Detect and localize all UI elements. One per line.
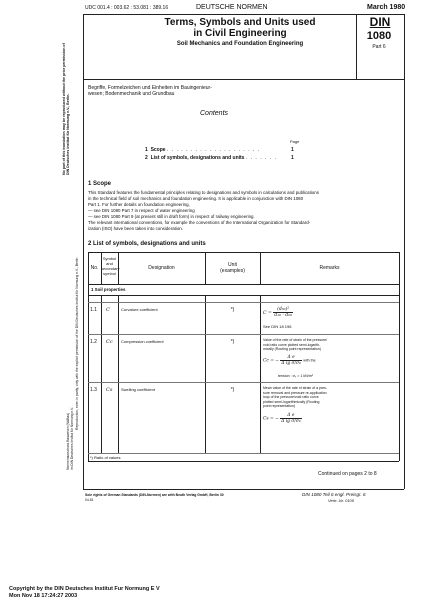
din-mark — [362, 16, 398, 28]
row-1-3-formula — [263, 413, 302, 424]
row-1-3-symbol: Cs — [106, 387, 113, 393]
scope-heading: 1 Scope — [88, 181, 112, 187]
scope-line: ization (ISO) have been taken into consideration. — [88, 226, 183, 231]
scope-line: — see DIN 1080 Part 7 in respect of water engineering — [88, 208, 195, 213]
row-1-1-designation: Curvature coefficient — [121, 307, 158, 312]
formula-tail: with the — [303, 358, 316, 363]
contents-item-1: 1 Scope . . . . . . . . . . . . . . . . . . . . 1 — [145, 147, 294, 153]
row-rule — [88, 302, 399, 303]
german-title-line-2: wesen; Bodenmechanik und Grundbau — [88, 91, 175, 97]
header-designation: Designation — [148, 265, 175, 271]
formula-denominator: d₁₀ · d₆₀ — [274, 313, 292, 318]
udc-code: UDC 001.4 : 003.62 : 53.081 : 389.16 — [85, 5, 169, 11]
row-1-2-remark — [263, 338, 327, 352]
document-title — [140, 17, 340, 39]
side-committee-l1: Normenausschuss Bauwesen (NABau) — [66, 412, 70, 470]
deutsche-normen-label: DEUTSCHE NORMEN — [196, 4, 268, 11]
formula-lhs: Cs = − — [263, 416, 279, 422]
formula-numerator: Δ e — [280, 355, 301, 361]
table-col-rule — [399, 252, 400, 461]
scope-line: in the technical field of soil mechanics and foundation engineering. It is applicable in conjunction with DIN 1080 — [88, 196, 304, 201]
footer-rule — [83, 489, 404, 490]
remark-line: mically (Routing point representation) — [263, 347, 321, 351]
side-committee — [66, 407, 74, 470]
table-col-rule — [205, 295, 206, 453]
remark-line: Mean value of the rate of strain of a pres- — [263, 386, 328, 390]
table-col-rule — [260, 295, 261, 453]
right-frame-rule — [404, 14, 405, 489]
formula-lhs: Cc = − — [263, 358, 279, 364]
row-rule — [88, 453, 399, 454]
remark-line: void ratio curve plotted semi-logarith- — [263, 342, 321, 347]
row-1-2-no: 1.2 — [90, 339, 97, 345]
formula-numerator: Δ e — [280, 413, 301, 419]
row-1-2-tension: tension : σ₀ = 1 kN/m² — [278, 374, 313, 378]
header-no: No. — [90, 265, 99, 271]
row-1-2-formula — [263, 355, 316, 366]
header-symbol-l4: symbol — [103, 271, 116, 276]
german-title-line-1: Begriffe, Formelzeichen und Einheiten im Bauingenieur- — [88, 85, 212, 91]
formula-fraction — [273, 307, 293, 318]
row-1-1-formula — [263, 307, 293, 318]
row-1-2-unit: *) — [230, 339, 235, 345]
remark-line: Value of the rate of strain of the pressure/ — [263, 338, 328, 342]
scope-line: The relevant international conventions, for example the conventions of the International Organization for Standard- — [88, 220, 311, 225]
copyright — [9, 586, 160, 599]
table-col-rule — [118, 295, 119, 453]
contents-heading: Contents — [200, 110, 229, 117]
row-rule — [88, 334, 399, 335]
row-1-1-symbol: C — [106, 307, 110, 313]
copyright-line-1: Copyright by the DIN Deutsches Institut Fur Normung E V — [9, 586, 160, 592]
header-symbol — [101, 256, 118, 276]
row-1-3-unit: *) — [230, 387, 235, 393]
formula-denominator: Δ lg σ/σ₀ — [281, 419, 301, 424]
contents-item-2-num: 2 — [145, 155, 148, 161]
contents-item-2: 2 List of symbols, designations and units . . . . . . . 1 — [145, 155, 294, 161]
bottom-ref-l1: DIN 1080 Teil 6 engl. Preisgr. 6 — [302, 492, 366, 497]
table-footnote: *) Ratio of values — [90, 455, 121, 460]
scope-line: — see DIN 1080 Part 9 (at present still in draft form) in respect of railway engineering. — [88, 214, 255, 219]
header-remarks: Remarks — [319, 265, 340, 271]
remark-line: loop of the pressure/void ratio curve — [263, 395, 319, 399]
german-title — [88, 85, 212, 97]
formula-fraction — [280, 413, 301, 424]
row-rule — [88, 382, 399, 383]
table-top-rule — [88, 252, 399, 253]
table-col-rule — [101, 295, 102, 453]
left-frame-rule — [83, 14, 84, 489]
scope-body — [88, 190, 319, 232]
row-1-3-designation: Swelling coefficient — [121, 387, 155, 392]
table-col-rule — [88, 252, 89, 461]
row-1-3-remark — [263, 386, 327, 409]
scope-line: Part 1. For further details on foundation engineering, — [88, 202, 190, 207]
formula-numerator: (d₃₀)² — [273, 307, 293, 313]
header-symbol-l3: secondary — [101, 266, 120, 271]
section-soil-properties: 1 Soil properties — [91, 287, 126, 292]
row-1-2-symbol: Cc — [106, 339, 113, 345]
continued-note: Continued on pages 2 to 8 — [318, 471, 377, 477]
bottom-rights — [85, 493, 224, 502]
contents-page-label: Page — [290, 139, 300, 144]
contents-item-1-page: 1 — [291, 147, 294, 153]
formula-lhs: C = — [263, 311, 272, 316]
bottom-rights-l2: 04.81 — [85, 497, 94, 502]
header-symbol-l2: and — [106, 261, 113, 266]
din-part: Part 6 — [372, 44, 386, 50]
din-number: 1080 — [366, 30, 392, 42]
side-notice-l2: DIN Deutsches Institut für Normung e.V., Berlin. — [66, 93, 70, 175]
bottom-ref-l2: Vertr.-Nr. 0105 — [328, 498, 355, 503]
document-subtitle: Soil Mechanics and Foundation Engineering — [176, 41, 304, 47]
row-1-3-no: 1.3 — [90, 387, 97, 393]
remark-line: point representation) — [263, 404, 296, 408]
contents-item-1-label: Scope — [150, 147, 166, 153]
row-1-1-no: 1.1 — [90, 307, 97, 313]
din-label: DIN — [369, 15, 391, 29]
side-committee-l2: im DIN Deutsches Institut für Normung e.V. — [70, 407, 74, 470]
row-1-2-designation: Compression coefficient — [121, 339, 164, 344]
table-section-rule — [88, 295, 399, 296]
formula-fraction — [280, 355, 301, 366]
remark-line: plotted semi-logarithmically (Routing — [263, 399, 320, 404]
title-block-rule — [83, 79, 404, 80]
bottom-ref — [302, 492, 366, 504]
row-1-1-unit: *) — [230, 307, 235, 313]
table-header-rule — [88, 284, 399, 285]
header-symbol-l1: Symbol — [102, 256, 117, 261]
contents-item-2-page: 1 — [291, 155, 294, 161]
copyright-line-2: Mon Nov 18 17:24:27 2003 — [9, 592, 78, 599]
table-bottom-rule — [88, 461, 399, 462]
din-box-rule — [356, 14, 357, 79]
title-line-1: Terms, Symbols and Units used — [164, 17, 316, 28]
row-1-1-note: See DIN 18 196 — [263, 324, 292, 329]
scope-line: This Standard features the fundamental principles relating to designations and symbols in calculations and publications — [88, 190, 319, 195]
side-notice-l1: No part of this translation may be reproduced without the prior permission of — [62, 43, 66, 175]
issue-date: March 1980 — [367, 4, 406, 11]
formula-denominator: Δ lg σ/σ₀ — [281, 361, 301, 366]
header-unit — [205, 262, 260, 274]
title-line-2: in Civil Engineering — [193, 28, 287, 39]
list-heading: 2 List of symbols, designations and units — [88, 241, 206, 247]
side-notice — [62, 43, 70, 175]
side-reproduction-note: Reproduction, even in partly, only with the explicit permission of the DIN Deutsches Institut für Normung e.V., Berlin — [75, 257, 79, 430]
contents-item-1-num: 1 — [145, 147, 148, 153]
bottom-rights-l1: Sole rights of German Standards (DIN-Normen) are with Beuth Verlag GmbH, Berlin 30 — [85, 493, 224, 497]
header-unit-l1: Unit — [228, 262, 237, 268]
contents-item-2-label: List of symbols, designations and units — [150, 155, 245, 161]
header-unit-l2: (examples) — [220, 268, 245, 274]
remark-line: sure removal and pressure re-application — [263, 390, 327, 395]
